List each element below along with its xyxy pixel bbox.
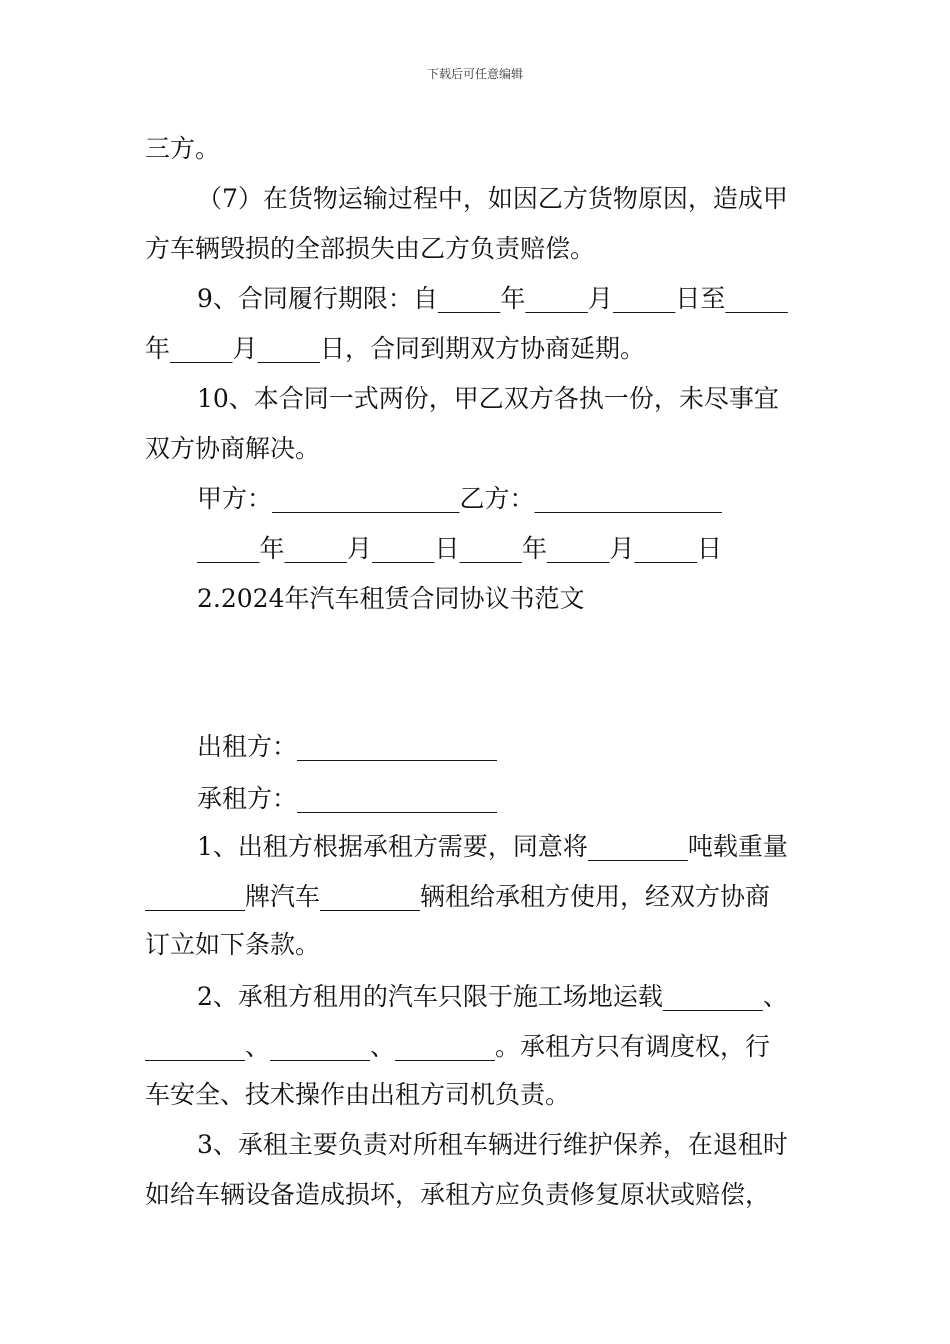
text-line: 车安全、技术操作由出租方司机负责。: [145, 1080, 571, 1109]
page-header: 下载后可任意编辑: [426, 67, 523, 81]
text-line: ________、________、________。承租方只有调度权，行: [145, 1032, 771, 1061]
text-line: 订立如下条款。: [145, 930, 321, 959]
text-line: 1、出租方根据承租方需要，同意将________吨载重量: [197, 832, 788, 861]
text-line: 9、合同履行期限：自_____年_____月_____日至_____: [197, 284, 788, 313]
text-line: 10、本合同一式两份，甲乙双方各执一份，未尽事宜: [197, 384, 779, 413]
text-line: 双方协商解决。: [145, 434, 321, 463]
signature-line: 甲方：_______________乙方：_______________: [197, 484, 723, 513]
text-line: 三方。: [145, 134, 221, 163]
lessee-line: 承租方：________________: [197, 784, 498, 813]
date-line: _____年_____月_____日_____年_____月_____日: [197, 534, 723, 563]
text-line: 年_____月_____日，合同到期双方协商延期。: [145, 334, 646, 363]
lessor-line: 出租方：________________: [197, 732, 498, 761]
text-line: ________牌汽车________辆租给承租方使用，经双方协商: [145, 882, 771, 911]
text-line: 2、承租方租用的汽车只限于施工场地运载________、: [197, 982, 788, 1011]
text-line: 3、承租主要负责对所租车辆进行维护保养，在退租时: [197, 1130, 788, 1159]
text-line: （7）在货物运输过程中，如因乙方货物原因，造成甲: [197, 184, 788, 213]
text-line: 方车辆毁损的全部损失由乙方负责赔偿。: [145, 234, 596, 263]
text-line: 如给车辆设备造成损坏，承租方应负责修复原状或赔偿，: [145, 1180, 771, 1209]
section-title: 2.2024年汽车租赁合同协议书范文: [197, 584, 585, 613]
